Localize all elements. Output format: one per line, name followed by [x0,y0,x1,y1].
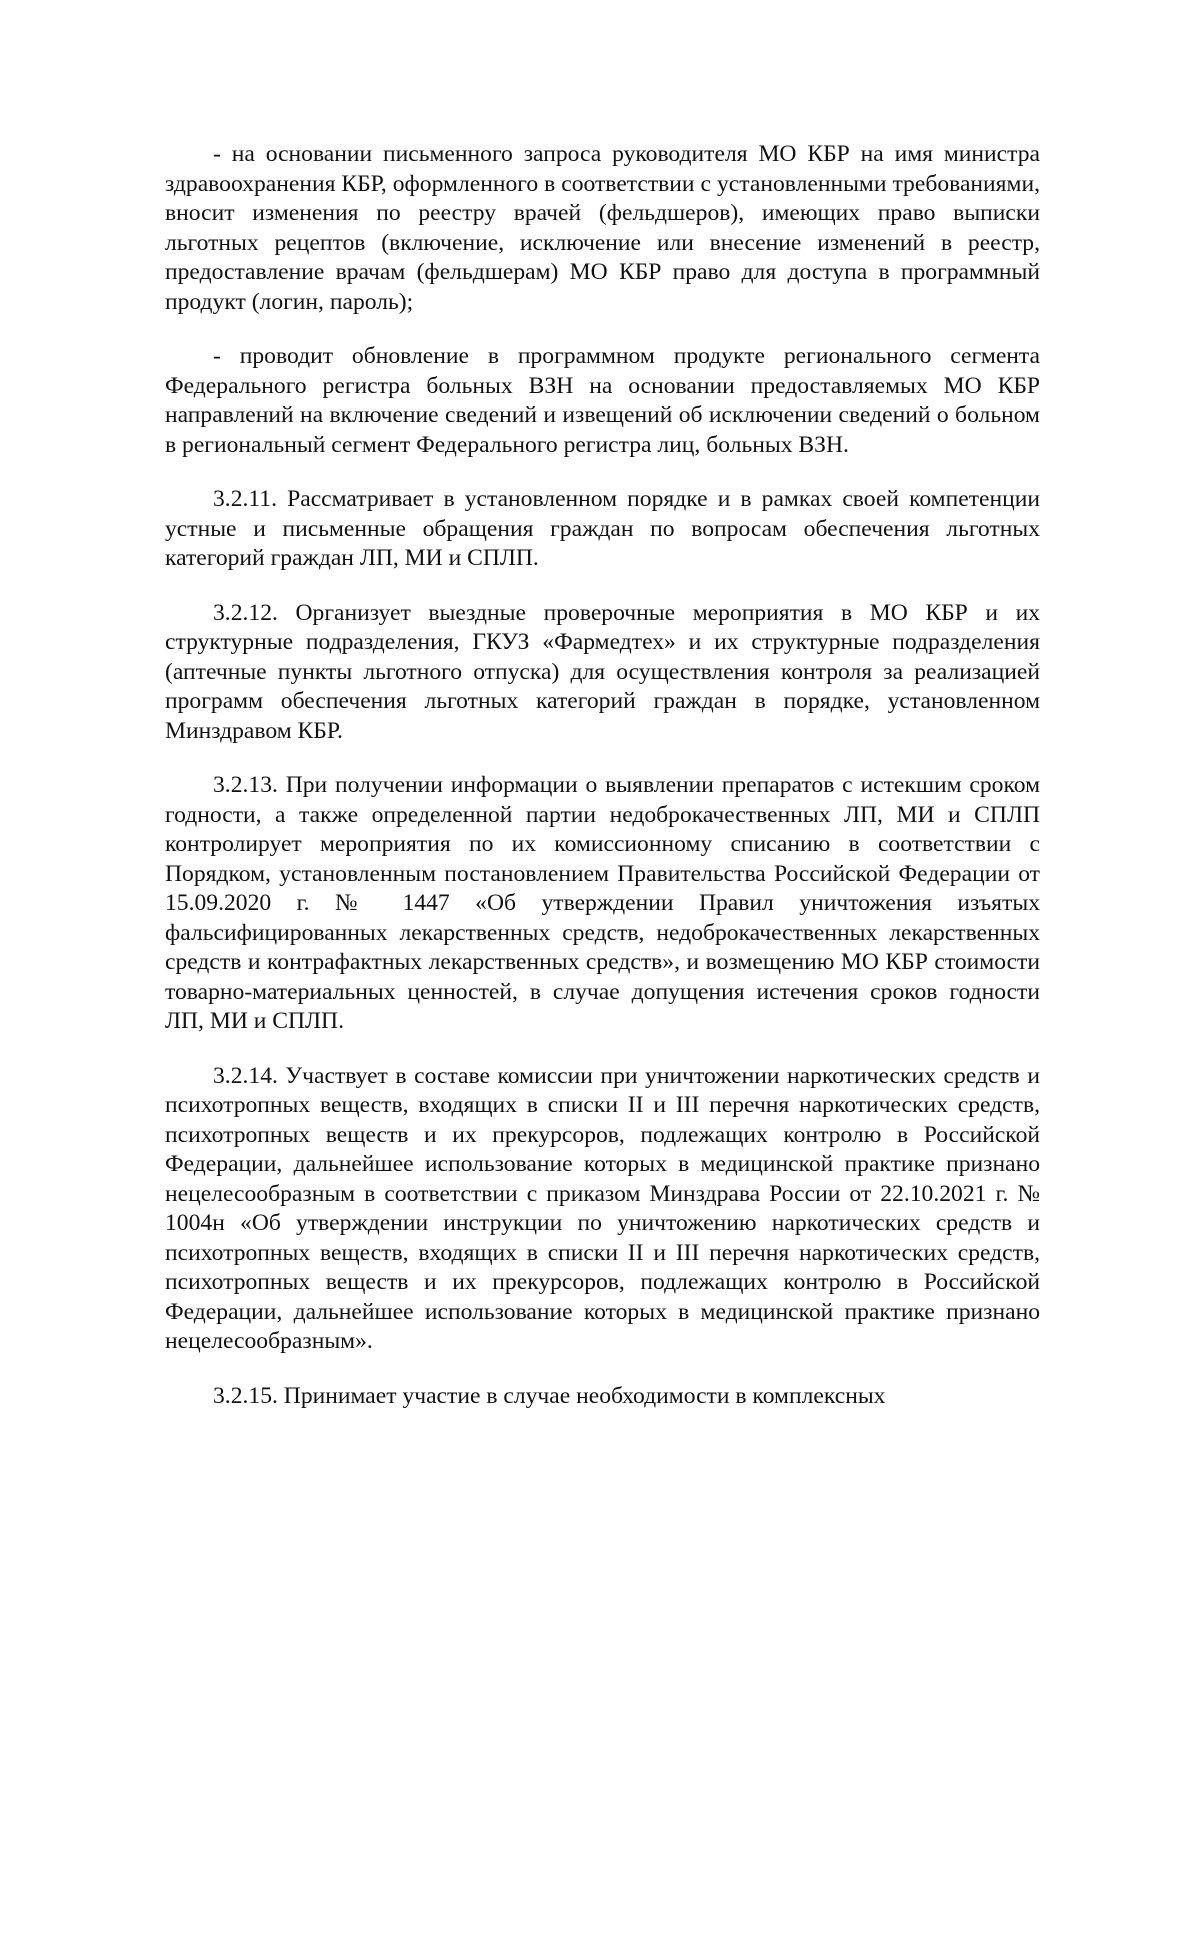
paragraph-3-2-15: 3.2.15. Принимает участие в случае необходимости в комплексных [213,1382,886,1409]
paragraph-3-2-14: 3.2.14. Участвует в составе комиссии при уничтожении наркотических средств и психотропных веществ, входящих в списки II и III перечня наркотических средств, психотропных веществ и их прекурсоров, подлежащих контролю в Российской Федерации, дальнейшее использование которых в медицинской практике признано нецелесообразным в соответствии с приказом Минздрава России от 22.10.2021 г. № 1004н «Об утверждении инструкции по уничтожению наркотических средств и психотропных веществ, входящих в списки II и III перечня наркотических средств, психотропных веществ и их прекурсоров, подлежащих контролю в Российской Федерации, дальнейшее использование которых в медицинской практике признано нецелесообразным». [165,1062,1040,1354]
paragraph-3-2-13: 3.2.13. При получении информации о выявлении препаратов с истекшим сроком годности, а также определенной партии недоброкачественных ЛП, МИ и СПЛП контролирует мероприятия по их комиссионному списанию в соответствии с Порядком, установленным постановлением Правительства Российской Федерации от 15.09.2020 г. № 1447 «Об утверждении Правил уничтожения изъятых фальсифицированных лекарственных средств, недоброкачественных лекарственных средств и контрафактных лекарственных средств», и возмещению МО КБР стоимости товарно-материальных ценностей, в случае допущения истечения сроков годности ЛП, МИ и СПЛП. [165,772,1040,1034]
document-body [165,140,1040,1411]
paragraph-registry-of-doctors: - на основании письменного запроса руководителя МО КБР на имя министра здравоохранения КБР, оформленного в соответствии с установленными требованиями, вносит изменения по реестру врачей (фельдшеров), имеющих право выписки льготных рецептов (включение, исключение или внесение изменений в реестр, предоставление врачам (фельдшерам) МО КБР право для доступа в программный продукт (логин, пароль); [165,141,1040,315]
paragraph-3-2-12: 3.2.12. Организует выездные проверочные мероприятия в МО КБР и их структурные подразделения, ГКУЗ «Фармедтех» и их структурные подразделения (аптечные пункты льготного отпуска) для осуществления контроля за реализацией программ обеспечения льготных категорий граждан в порядке, установленном Минздравом КБР. [165,599,1040,744]
paragraph-register-update: - проводит обновление в программном продукте регионального сегмента Федерального регистра больных ВЗН на основании предоставляемых МО КБР направлений на включение сведений и извещений об исключении сведений о больном в региональный сегмент Федерального регистра лиц, больных ВЗН. [165,343,1040,458]
paragraph-3-2-11: 3.2.11. Рассматривает в установленном порядке и в рамках своей компетенции устные и письменные обращения граждан по вопросам обеспечения льготных категорий граждан ЛП, МИ и СПЛП. [165,486,1040,571]
